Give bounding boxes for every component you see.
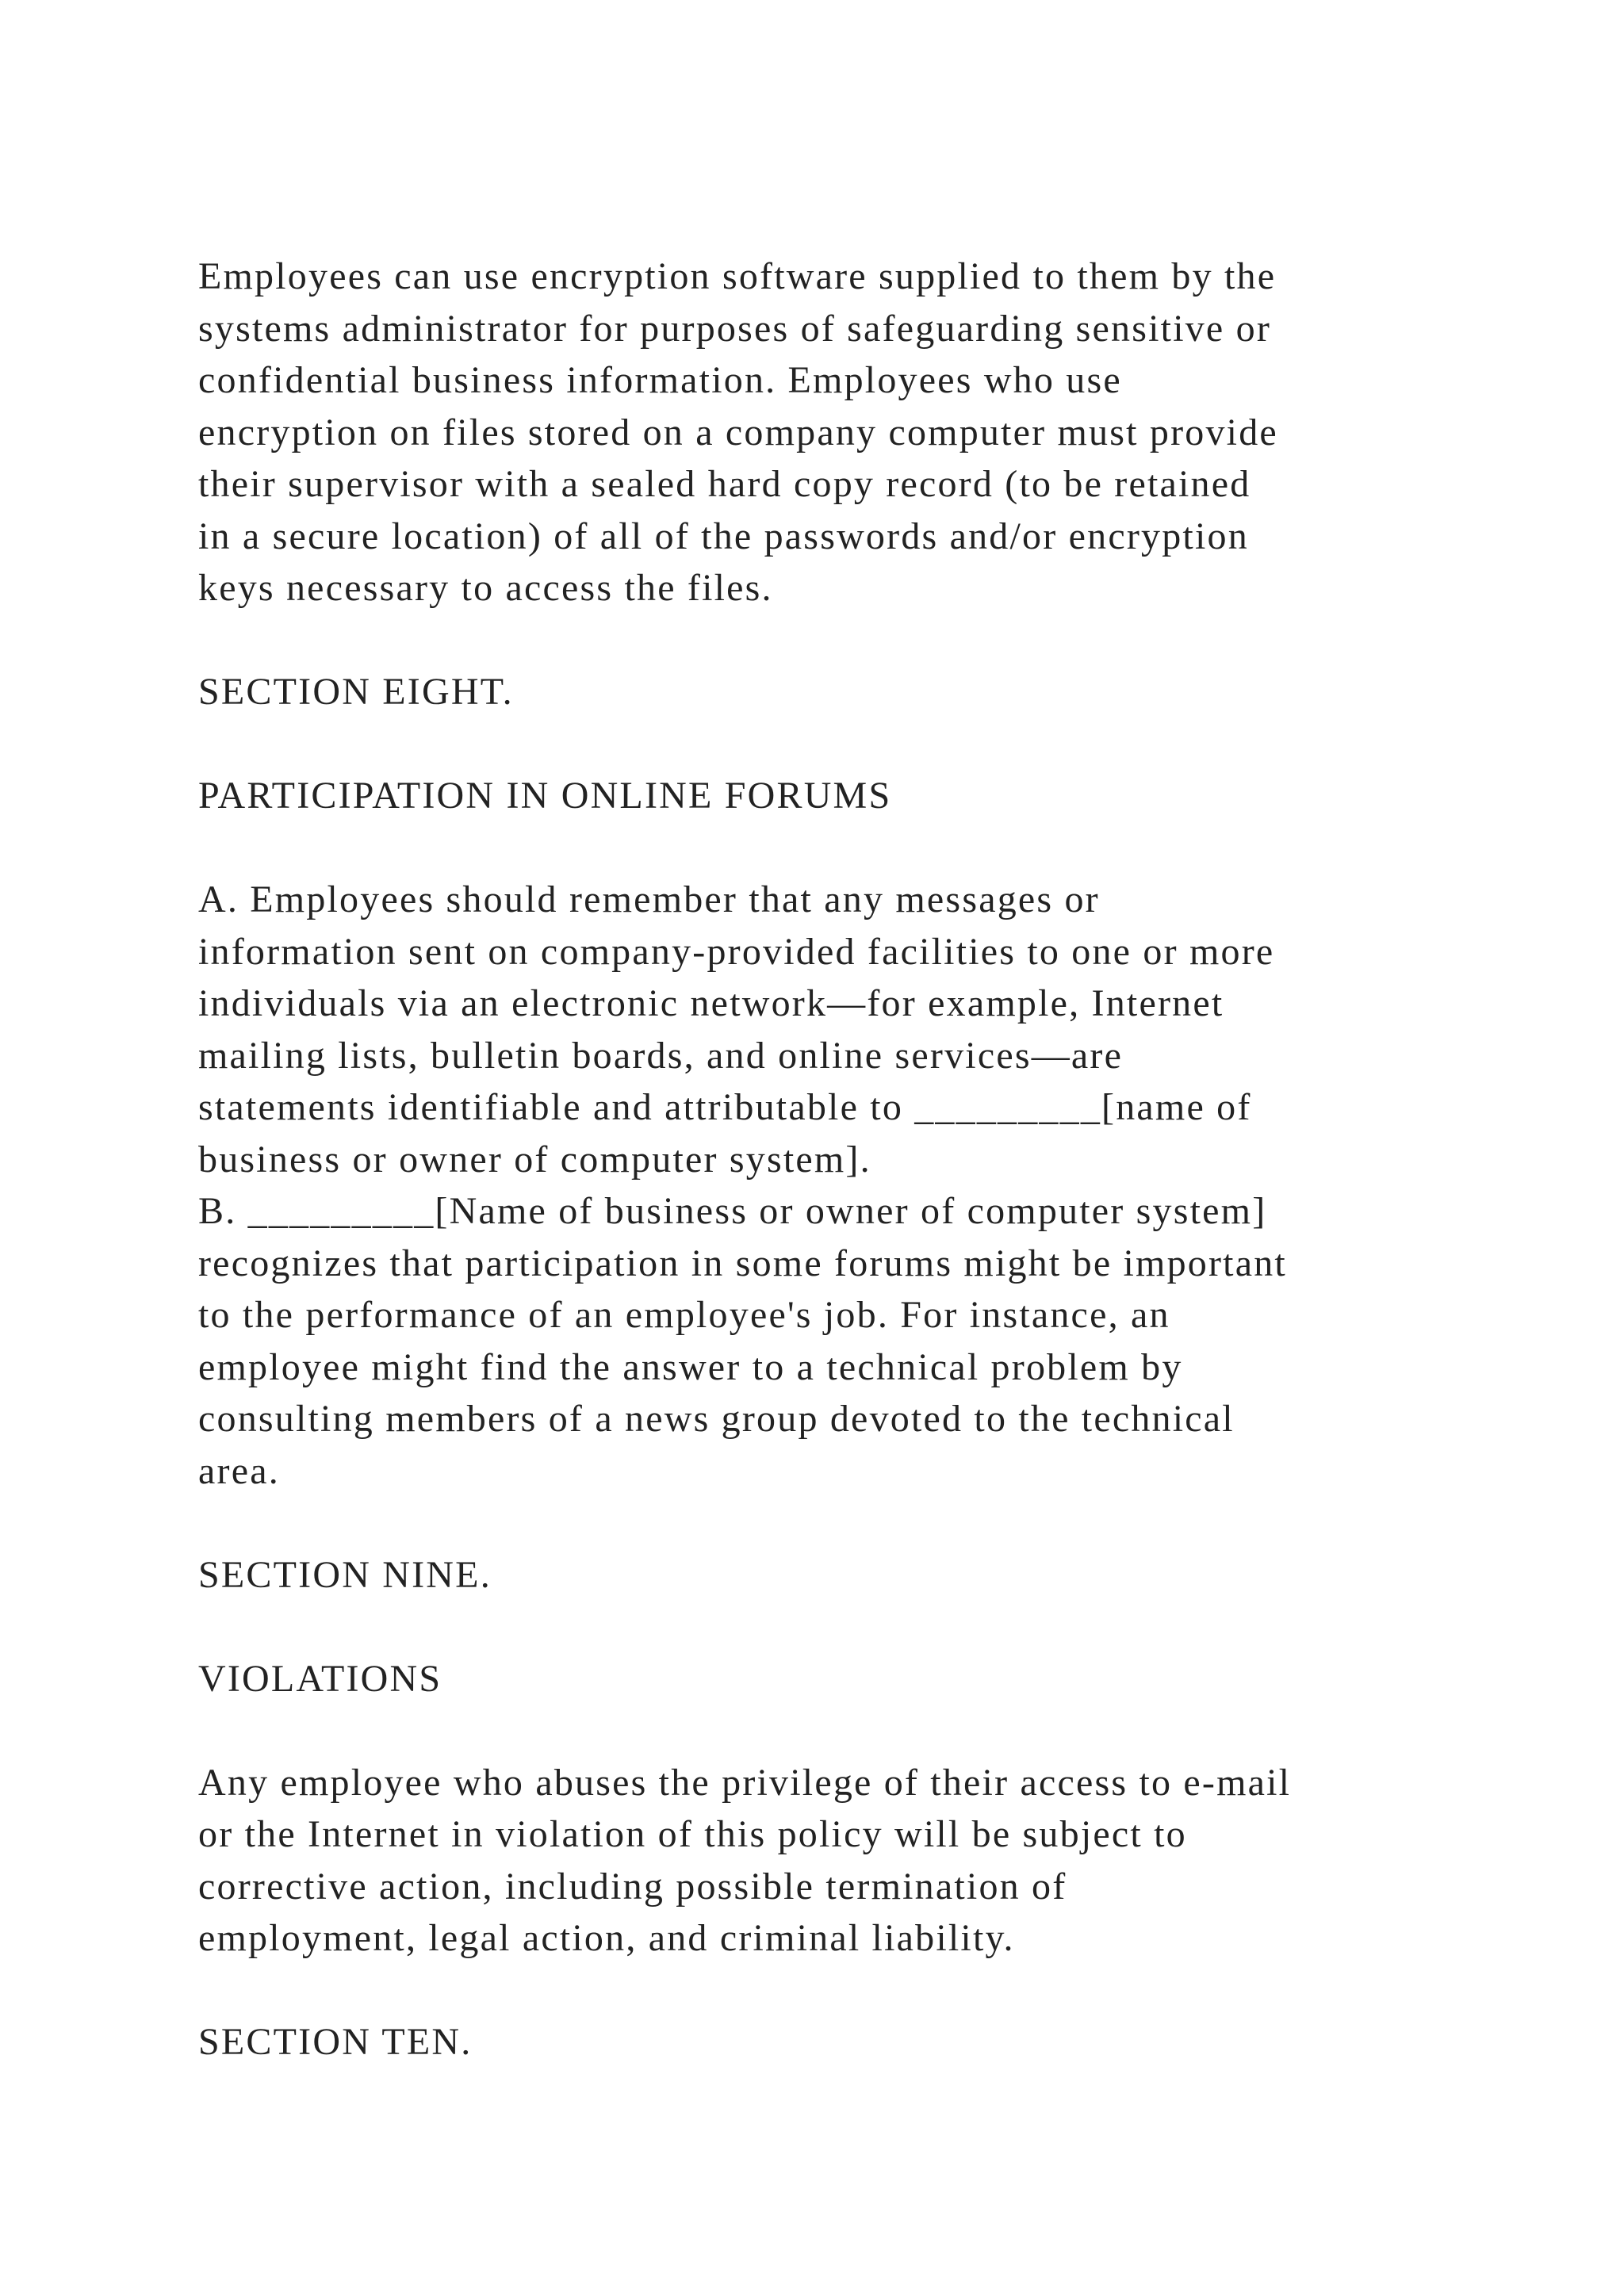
document-page (198, 251, 1451, 2068)
text-line: corrective action, including possible termination of (198, 1865, 1067, 1908)
text-line: employee might find the answer to a technical problem by (198, 1345, 1183, 1388)
paragraph-violations (198, 1757, 1451, 1965)
paragraph-a (198, 874, 1451, 1185)
section-eight-title: PARTICIPATION IN ONLINE FORUMS (198, 775, 892, 817)
text-line: B. _________[Name of business or owner of computer system] (198, 1190, 1267, 1232)
text-line: in a secure location) of all of the passwords and/or encryption (198, 515, 1249, 557)
text-line: or the Internet in violation of this policy will be subject to (198, 1813, 1187, 1855)
section-nine-title: VIOLATIONS (198, 1657, 442, 1700)
text-line: statements identifiable and attributable to _________[name of (198, 1086, 1252, 1128)
text-line: to the performance of an employee's job. For instance, an (198, 1294, 1170, 1336)
text-line: A. Employees should remember that any messages or (198, 878, 1100, 920)
section-eight-heading: SECTION EIGHT. (198, 671, 514, 713)
spacer (198, 1497, 1451, 1549)
text-line: area. (198, 1449, 280, 1492)
text-line: confidential business information. Employees who use (198, 359, 1122, 401)
text-line: recognizes that participation in some forums might be important (198, 1242, 1287, 1284)
text-line: Employees can use encryption software supplied to them by the (198, 255, 1277, 297)
text-line: consulting members of a news group devoted to the technical (198, 1398, 1235, 1440)
section-nine-heading: SECTION NINE. (198, 1553, 492, 1596)
spacer (198, 1601, 1451, 1653)
text-line: business or owner of computer system]. (198, 1138, 871, 1181)
section-ten-heading: SECTION TEN. (198, 2021, 473, 2063)
spacer (198, 1705, 1451, 1757)
text-line: employment, legal action, and criminal liability. (198, 1917, 1015, 1959)
spacer (198, 822, 1451, 874)
text-line: information sent on company-provided facilities to one or more (198, 930, 1275, 973)
spacer (198, 718, 1451, 771)
paragraph-b (198, 1185, 1451, 1497)
text-line: individuals via an electronic network—for example, Internet (198, 982, 1224, 1024)
text-line: mailing lists, bulletin boards, and online services—are (198, 1034, 1124, 1077)
text-line: Any employee who abuses the privilege of their access to e-mail (198, 1761, 1292, 1804)
text-line: encryption on files stored on a company computer must provide (198, 411, 1278, 453)
spacer (198, 614, 1451, 667)
text-line: systems administrator for purposes of safeguarding sensitive or (198, 307, 1272, 350)
text-line: keys necessary to access the files. (198, 567, 773, 609)
spacer (198, 1965, 1451, 2017)
text-line: their supervisor with a sealed hard copy record (to be retained (198, 463, 1251, 505)
paragraph-encryption (198, 251, 1451, 614)
